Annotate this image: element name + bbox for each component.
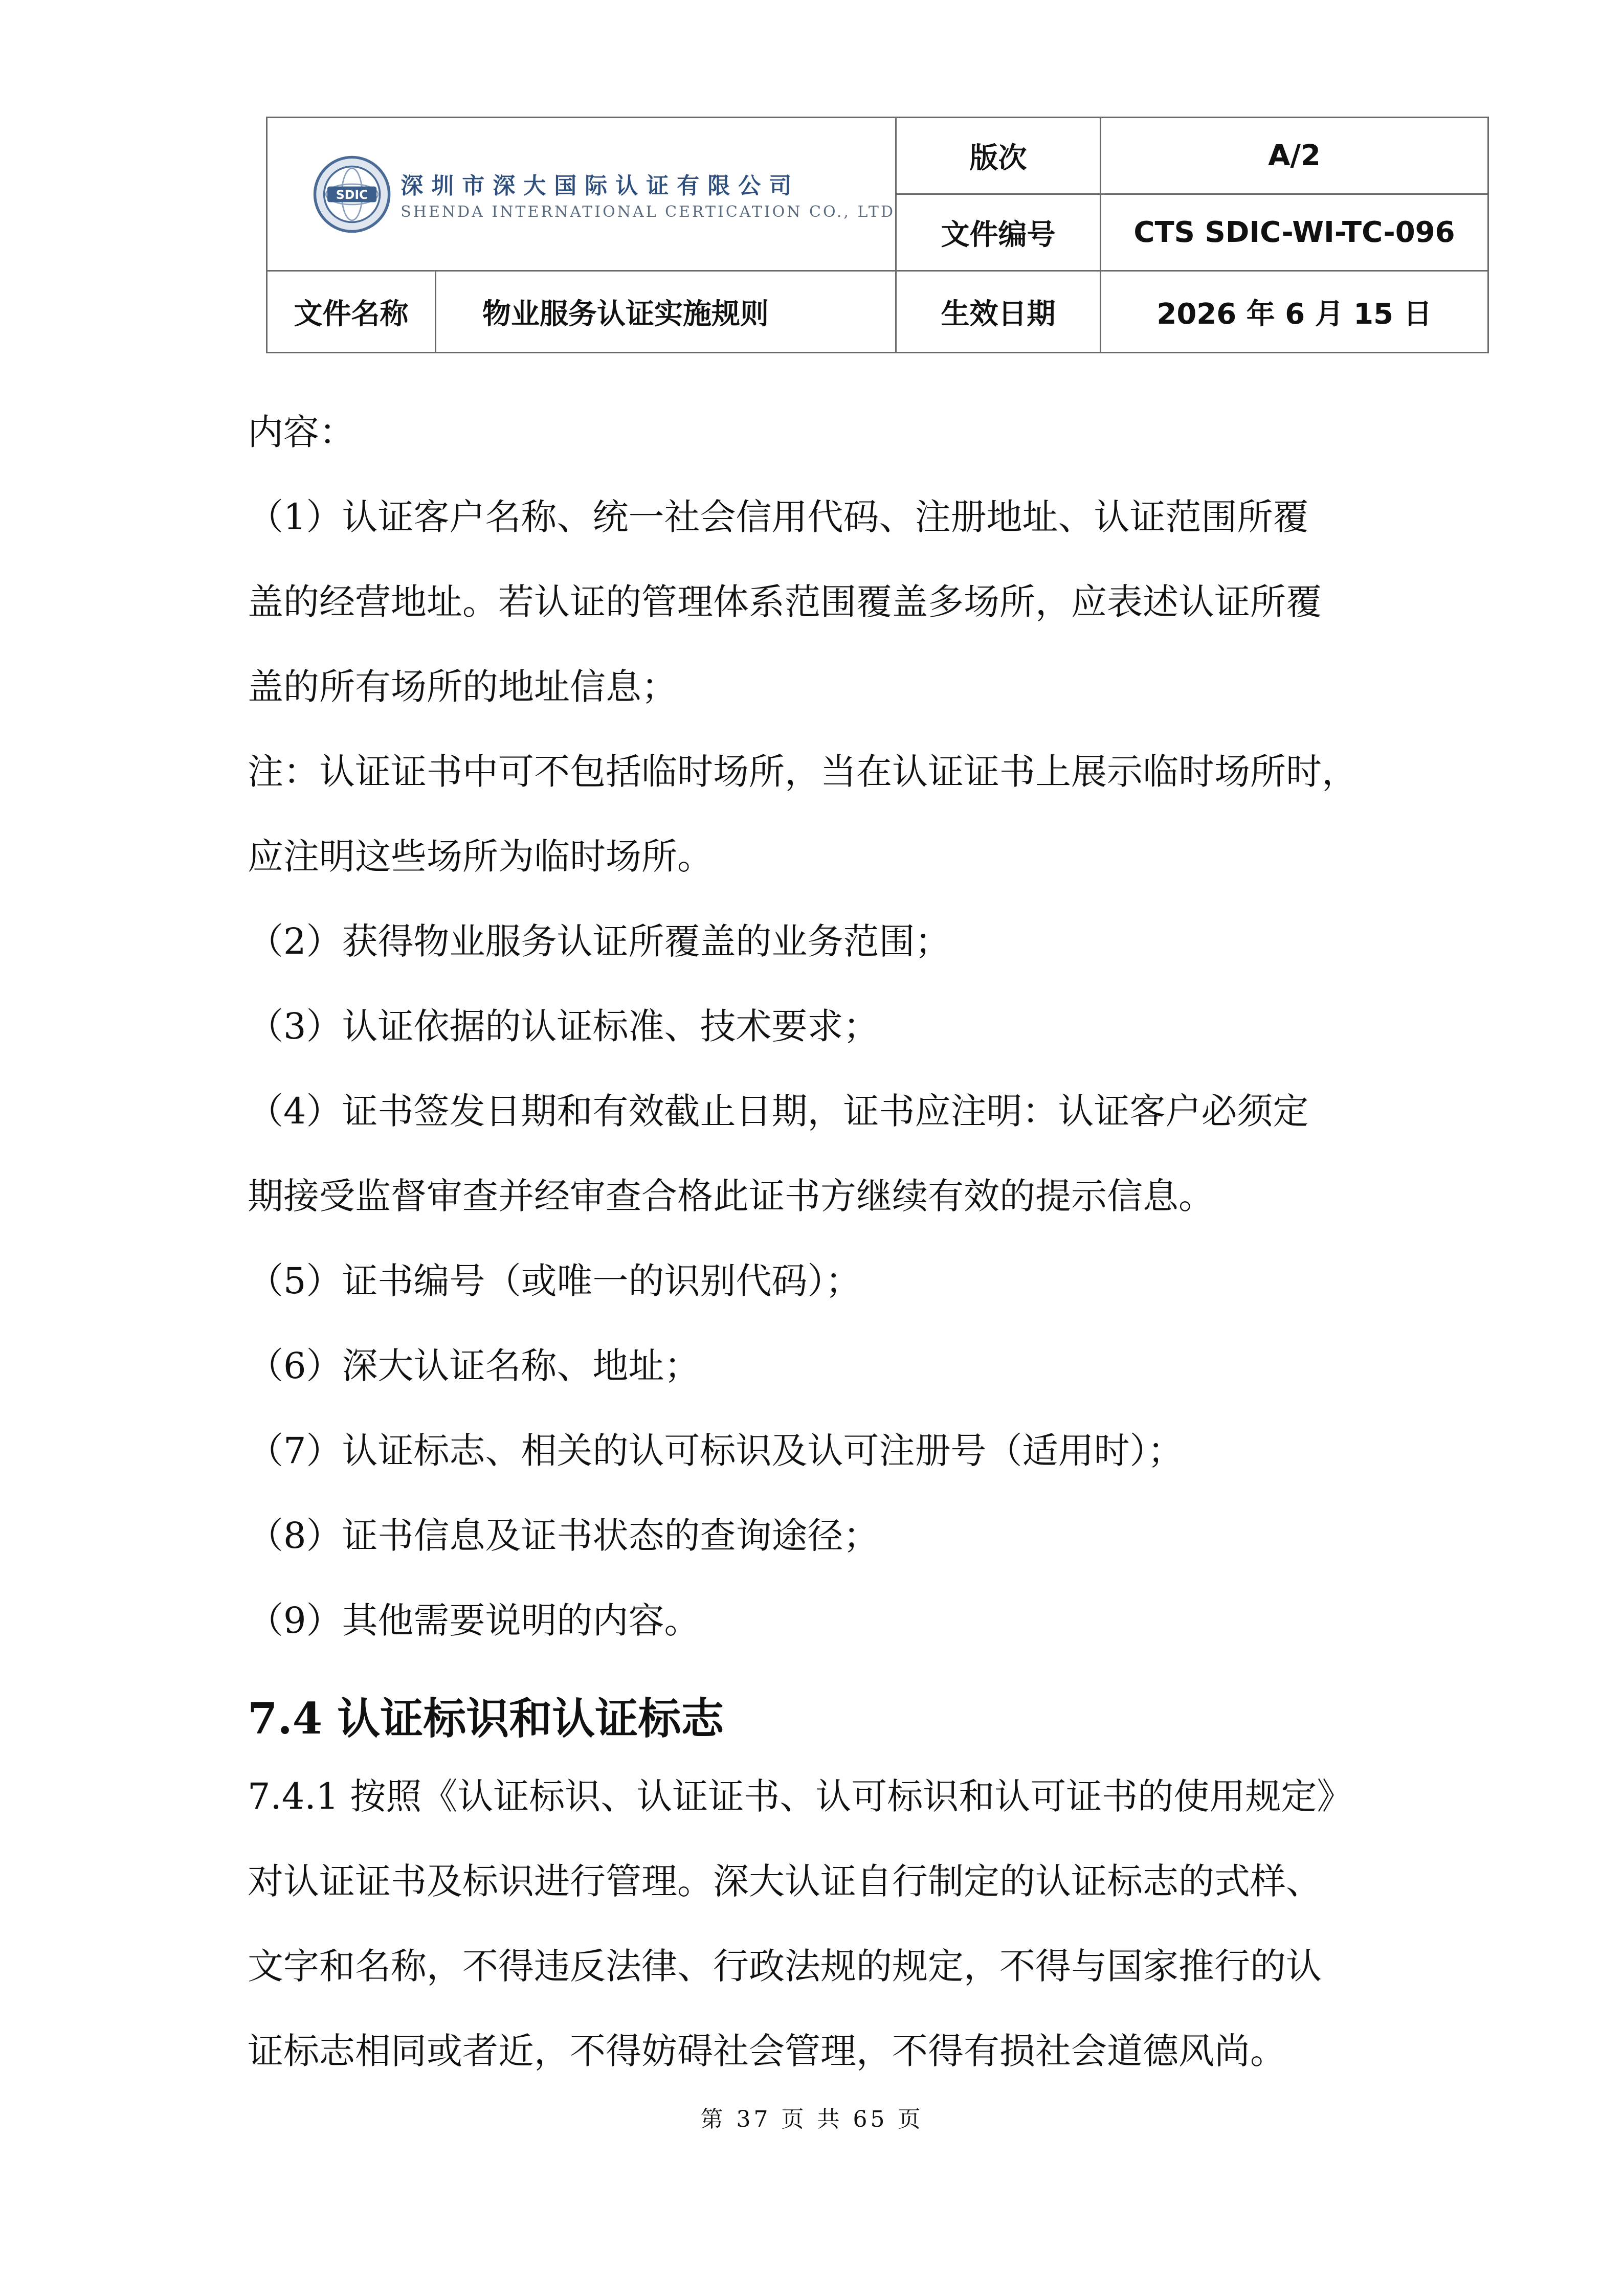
- content-line: （2）获得物业服务认证所覆盖的业务范围；: [248, 920, 951, 962]
- effective-date-label: 生效日期: [896, 271, 1101, 353]
- section-line: 文字和名称，不得违反法律、行政法规的规定，不得与国家推行的认: [248, 1945, 1322, 1987]
- content-line: （8）证书信息及证书状态的查询途径；: [248, 1515, 879, 1557]
- content-line: 盖的所有场所的地址信息；: [248, 666, 677, 708]
- content-line: （6）深大认证名称、地址；: [248, 1345, 700, 1387]
- note-line: 注：认证证书中可不包括临时场所，当在认证证书上展示临时场所时，: [248, 751, 1358, 793]
- note-line: 应注明这些场所为临时场所。: [248, 836, 713, 877]
- file-name-value: 物业服务认证实施规则: [436, 271, 896, 353]
- file-number-value: CTS SDIC-WI-TC-096: [1101, 194, 1488, 271]
- version-value: A/2: [1101, 118, 1488, 194]
- content-line: 期接受监督审查并经审查合格此证书方继续有效的提示信息。: [248, 1175, 1214, 1217]
- file-name-label: 文件名称: [267, 271, 436, 353]
- logo-text: SDIC: [336, 187, 368, 202]
- content-line: （4）证书签发日期和有效截止日期，证书应注明：认证客户必须定: [248, 1090, 1309, 1132]
- content-line: 盖的经营地址。若认证的管理体系范围覆盖多场所，应表述认证所覆: [248, 581, 1322, 623]
- section-line: 证标志相同或者近，不得妨碍社会管理，不得有损社会道德风尚。: [248, 2030, 1286, 2072]
- page-number-footer: 第 37 页 共 65 页: [700, 2106, 924, 2132]
- section-line: 7.4.1 按照《认证标识、认证证书、认可标识和认可证书的使用规定》: [248, 1775, 1353, 1817]
- company-logo-icon: [313, 151, 391, 238]
- effective-date-value: 2026 年 6 月 15 日: [1101, 271, 1488, 353]
- section-heading: 7.4 认证标识和认证标志: [248, 1693, 724, 1744]
- section-line: 对认证证书及标识进行管理。深大认证自行制定的认证标志的式样、: [248, 1860, 1322, 1902]
- file-number-label: 文件编号: [896, 194, 1101, 271]
- company-name-en: SHENDA INTERNATIONAL CERTICATION CO., LTD: [401, 203, 895, 221]
- content-line: （7）认证标志、相关的认可标识及认可注册号（适用时）；: [248, 1430, 1184, 1472]
- content-line: （9）其他需要说明的内容。: [248, 1600, 700, 1641]
- company-name-cn: 深圳市深大国际认证有限公司: [401, 173, 800, 199]
- company-logo-cell: [267, 118, 896, 271]
- version-label: 版次: [896, 118, 1101, 194]
- content-line: （5）证书编号（或唯一的识别代码）；: [248, 1260, 861, 1302]
- content-line: （3）认证依据的认证标准、技术要求；: [248, 1005, 879, 1047]
- content-line: （1）认证客户名称、统一社会信用代码、注册地址、认证范围所覆: [248, 496, 1309, 538]
- content-line: 内容：: [248, 411, 355, 453]
- document-header-table: [266, 117, 1489, 353]
